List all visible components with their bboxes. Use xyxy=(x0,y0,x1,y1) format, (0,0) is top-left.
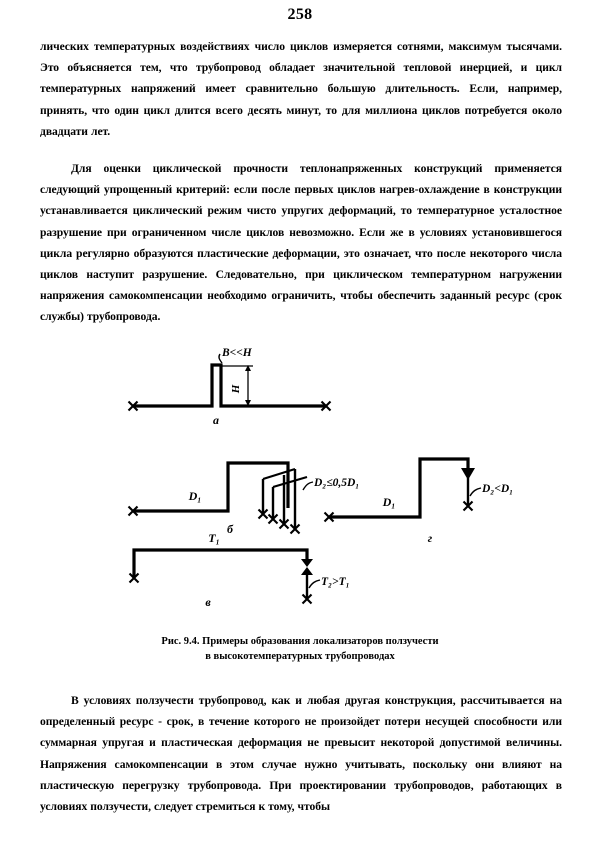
body-paragraph-creep: В условиях ползучести трубопровод, как и любая другая конструкция, рассчитывается на определенный ресурс - срок, в течение которого не произойдет потери несущей способности или суммарная упругая и пластическая деформация не превысит некоторой допустимой величины. Напряжения самокомпенсации в этом случае нужно учитывать, поскольку они влияют на пластическую перегрузку трубопровода. При проектировании трубопроводов, работающих в условиях ползучести, следует стремиться к тому, чтобы xyxy=(40,694,562,814)
diagram-v-leader xyxy=(309,580,320,588)
diagram-b-main-label: D₁ xyxy=(188,489,202,503)
diagram-g-caption-letter: г xyxy=(427,531,433,545)
diagram-a-width-label: B<<H xyxy=(222,348,252,359)
valve-bowtie-icon xyxy=(301,559,313,567)
figure-9-4 xyxy=(0,348,600,678)
diagram-v-caption-letter: в xyxy=(205,595,211,609)
paragraph-block-bottom xyxy=(40,690,562,817)
paragraph-block-top xyxy=(40,36,562,142)
diagram-v-main-label: T₁ xyxy=(208,531,220,545)
diagram-g-leader xyxy=(470,488,481,496)
body-paragraph-criterion: Для оценки циклической прочности теплонапряженных конструкций применяется следующий упрощенный критерий: если после первых циклов нагрев-охлаждение в конструкции устанавливается циклический режим чисто упругих деформаций, то температурное усталостное разрушение при ограниченном числе циклов невозможно. Если же в условиях установившегося цикла регулярно образуются пластические деформации, это означает, что после некоторого числа циклов наступит разрушение. Следовательно, при циклическом температурном нагружении напряжения самокомпенсации необходимо ограничить, чтобы обеспечить заданный ресурс (срок службы) трубопровода. xyxy=(40,162,562,324)
diagram-a-height-label: H xyxy=(230,384,242,394)
paragraph-block-middle xyxy=(40,158,562,328)
diagram-g-branch-label: D₂<D₁ xyxy=(482,483,514,495)
diagram-g-main-label: D₁ xyxy=(382,495,396,509)
diagram-b xyxy=(129,463,360,536)
diagram-b-pipe xyxy=(133,463,288,511)
diagram-a xyxy=(129,348,331,427)
diagram-b-leader xyxy=(303,482,313,490)
body-paragraph-continuation: лических температурных воздействиях число циклов измеряется сотнями, максимум тысячами. Это объясняется тем, что трубопровод обладает значительной тепловой инерцией, и цикл температурных напряжений имеет сравнительно большую длительность. Если, например, принять, что один цикл длится всего десять минут, то для миллиона циклов потребуется около двадцати лет. xyxy=(40,40,562,138)
diagram-v-branch-label: T₂>T₁ xyxy=(321,576,350,588)
valve-bowtie-icon xyxy=(301,567,313,575)
figure-caption xyxy=(0,634,600,664)
diagram-b-branch-label: D₂≤0,5D₁ xyxy=(314,477,360,489)
diagram-a-caption-letter: а xyxy=(213,413,219,427)
figure-caption-line-1: Рис. 9.4. Примеры образования локализаторов ползучести xyxy=(161,636,439,647)
diagram-b-branch-header-2 xyxy=(263,469,295,479)
diagram-v-pipe xyxy=(134,550,307,578)
diagram-g xyxy=(325,459,514,545)
diagram-v xyxy=(130,531,350,609)
diagram-b-branch-header xyxy=(273,477,307,487)
figure-caption-line-2: в высокотемпературных трубопроводах xyxy=(205,651,395,662)
diagram-b-caption-letter: б xyxy=(227,522,233,536)
figure-9-4-drawing xyxy=(0,348,600,638)
page-number: 258 xyxy=(287,6,313,23)
